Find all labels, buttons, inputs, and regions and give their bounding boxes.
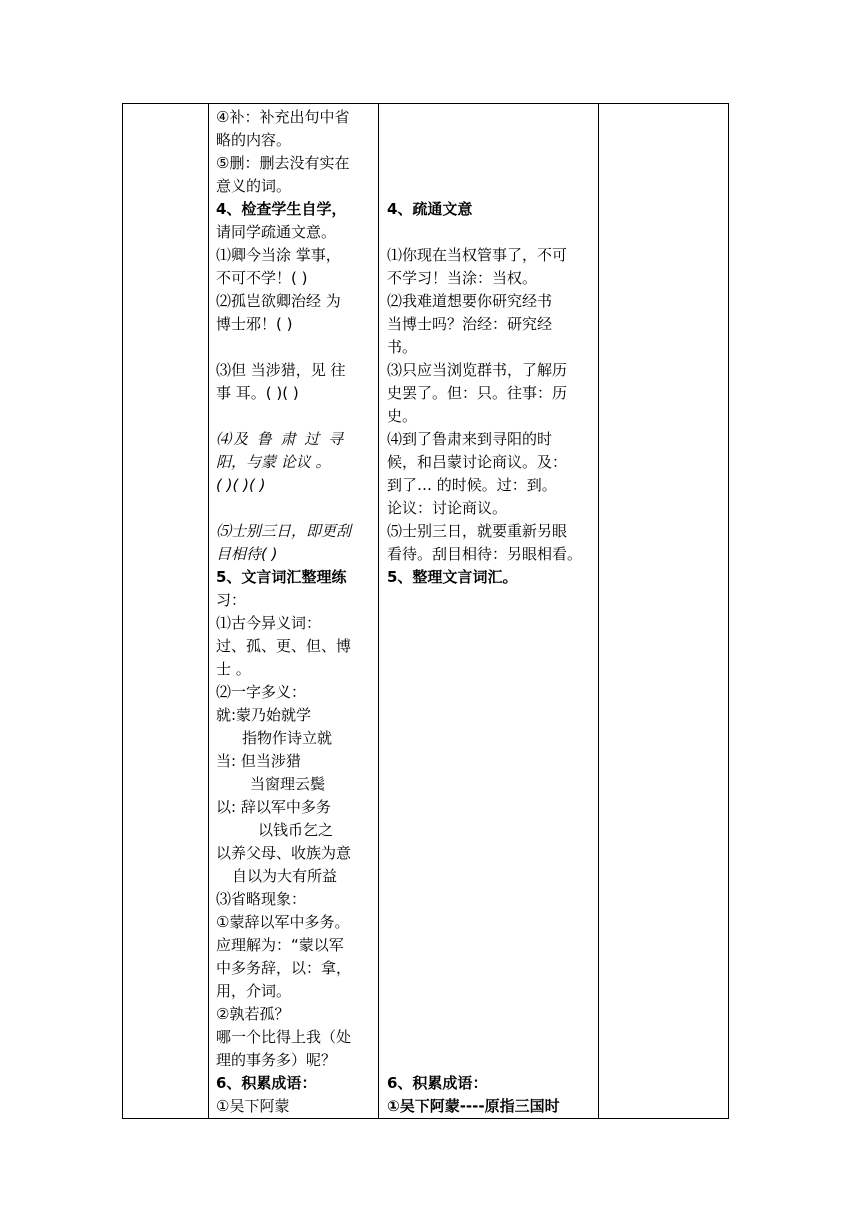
right-line: ⑶只应当浏览群书，了解历 [387, 361, 568, 379]
left-line: 指物作诗立就 [242, 729, 333, 747]
left-line: 4、检查学生自学， [216, 200, 347, 218]
left-line: 哪一个比得上我（处 [216, 1028, 352, 1046]
right-line: 到了… 的时候。过：到。 [387, 476, 557, 494]
right-line: 书。 [387, 338, 418, 356]
right-line: ①吴下阿蒙----原指三国时 [387, 1097, 560, 1115]
right-line: 6、积累成语： [387, 1074, 488, 1092]
right-line [387, 750, 592, 773]
right-line: 不学习！当涂：当权。 [387, 269, 538, 287]
left-line: 习： [216, 591, 247, 609]
left-line: 阳，与蒙 论议 。 [216, 453, 331, 471]
left-line: ( )( )( ) [216, 476, 266, 494]
left-line: ⑷及 鲁 肃 过 寻 [216, 430, 346, 448]
left-line: ①吴下阿蒙 [216, 1097, 290, 1115]
left-line: 以: 辞以军中多务 [216, 798, 331, 816]
left-line: 目相待( ) [216, 545, 278, 563]
left-line: 用，介词。 [216, 982, 292, 1000]
right-line [387, 1003, 592, 1026]
left-line: 博士邪！( ) [216, 315, 293, 333]
left-line: 事 耳。( )( ) [216, 384, 299, 402]
left-line: 不可不学！( ) [216, 269, 308, 287]
right-line: ⑵我难道想要你研究经书 [387, 292, 553, 310]
right-line: 候，和吕蒙讨论商议。及： [387, 453, 568, 471]
left-line: 以养父母、收族为意 [216, 844, 352, 862]
lesson-table [122, 103, 729, 1119]
right-line: 论议：讨论商议。 [387, 499, 508, 517]
left-line: 中多务辞，以：拿， [216, 959, 352, 977]
right-line [387, 911, 592, 934]
left-line [216, 497, 372, 520]
right-line [387, 819, 592, 842]
right-line [387, 957, 592, 980]
right-line [387, 106, 592, 129]
left-line: ⑶但 当涉猎，见 往 [216, 361, 346, 379]
left-line: ⑴卿今当涂 掌事， [216, 246, 341, 264]
left-line: 当窗理云鬓 [250, 775, 326, 793]
left-line: 理的事务多）呢？ [216, 1051, 337, 1069]
right-line: 史罢了。但：只。往事：历 [387, 384, 568, 402]
left-line: 以钱币乞之 [258, 821, 334, 839]
right-line [387, 589, 592, 612]
left-line: 当: 但当涉猎 [216, 752, 301, 770]
left-line: ⑤删：删去没有实在 [216, 154, 350, 172]
right-line [387, 658, 592, 681]
right-line: 当博士吗？治经：研究经 [387, 315, 553, 333]
right-line [387, 152, 592, 175]
right-line [387, 773, 592, 796]
right-line: 看待。刮目相待：另眼相看。 [387, 545, 583, 563]
right-line [387, 727, 592, 750]
left-line: ⑸士别三日，即更刮 [216, 522, 352, 540]
right-line [387, 221, 592, 244]
left-line: ①蒙辞以军中多务。 [216, 913, 350, 931]
right-line: 史。 [387, 407, 418, 425]
left-line: 6、积累成语： [216, 1074, 317, 1092]
right-line: ⑴你现在当权管事了，不可 [387, 246, 568, 264]
right-line [387, 635, 592, 658]
left-line: 请同学疏通文意。 [216, 223, 337, 241]
right-line [387, 980, 592, 1003]
left-line [216, 405, 372, 428]
right-line [387, 612, 592, 635]
student-activity-cell [379, 104, 599, 1119]
left-line: 自以为大有所益 [232, 867, 338, 885]
left-line [216, 336, 372, 359]
left-line: 应理解为：“蒙以军 [216, 936, 344, 954]
right-line [387, 175, 592, 198]
left-line: ②孰若孤？ [216, 1005, 290, 1023]
right-line [387, 1049, 592, 1072]
left-line: ⑵孤岂欲卿治经 为 [216, 292, 341, 310]
right-line [387, 865, 592, 888]
right-line [387, 681, 592, 704]
left-line: 就:蒙乃始就学 [216, 706, 312, 724]
right-line: 4、疏通文意 [387, 200, 473, 218]
right-line [387, 704, 592, 727]
right-line [387, 934, 592, 957]
left-line: ④补：补充出句中省 [216, 108, 350, 126]
right-line [387, 796, 592, 819]
empty-cell-left [123, 104, 209, 1119]
left-line: 士 。 [216, 660, 251, 678]
left-line: ⑵一字多义： [216, 683, 307, 701]
left-line: ⑴古今异义词： [216, 614, 322, 632]
empty-cell-right [599, 104, 729, 1119]
right-line: ⑷到了鲁肃来到寻阳的时 [387, 430, 553, 448]
left-line: 略的内容。 [216, 131, 292, 149]
teacher-activity-cell [209, 104, 379, 1119]
right-line [387, 888, 592, 911]
left-line: 意义的词。 [216, 177, 292, 195]
right-line [387, 842, 592, 865]
right-line: 5、整理文言词汇。 [387, 568, 518, 586]
left-line: 过、孤、更、但、博 [216, 637, 352, 655]
left-line: 5、文言词汇整理练 [216, 568, 347, 586]
right-line: ⑸士别三日，就要重新另眼 [387, 522, 568, 540]
right-line [387, 129, 592, 152]
right-line [387, 1026, 592, 1049]
left-line: ⑶省略现象： [216, 890, 307, 908]
